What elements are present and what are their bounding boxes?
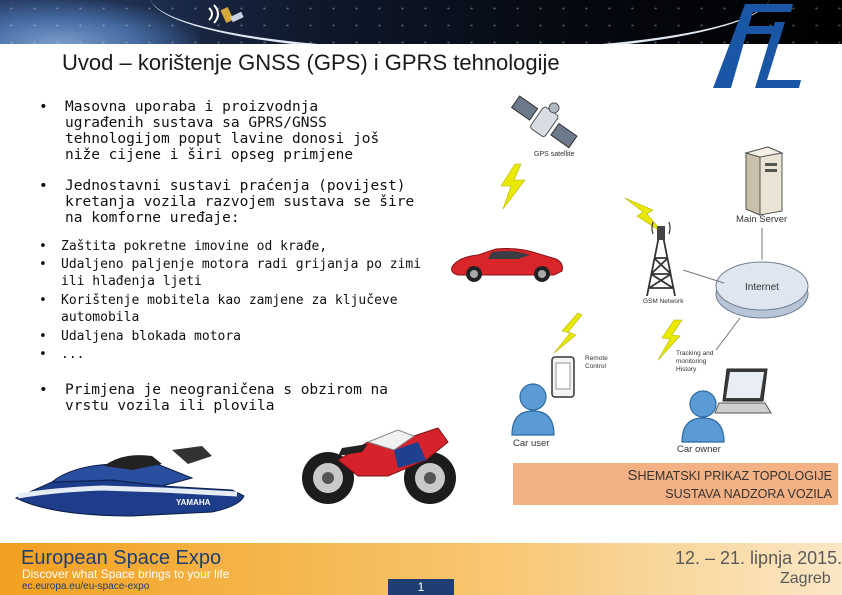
bullet-dot: •: [39, 178, 48, 194]
tracking-line: monitoring: [676, 358, 707, 365]
tracking-history-label: [676, 350, 713, 374]
sports-car-image: [448, 245, 568, 285]
footer-url: ec.europa.eu/eu-space-expo: [22, 581, 150, 592]
bullet-line: kretanja vozila razvojem sustava se šire: [65, 194, 415, 210]
car-owner-label: Car owner: [677, 444, 721, 455]
gsm-network-label: GSM Network: [643, 298, 684, 305]
footer-expo-title: European Space Expo: [21, 547, 222, 569]
slide-title: Uvod – korištenje GNSS (GPS) i GPRS tehnologije: [62, 50, 560, 75]
sub-bullet-line: Korištenje mobitela kao zamjene za ključeve: [61, 293, 398, 308]
tracking-line: History: [676, 366, 697, 373]
sub-bullet-line: ...: [61, 347, 85, 362]
car-user-label: Car user: [513, 438, 550, 449]
remote-control-line: Control: [585, 363, 606, 370]
bullet-dot: •: [39, 257, 47, 272]
bullet-line: ugrađenih sustava sa GPRS/GNSS: [65, 115, 327, 131]
bullet-dot: •: [39, 293, 47, 308]
sub-bullet-line: Udaljeno paljenje motora radi grijanja po zimi: [61, 257, 422, 272]
gps-satellite-label: GPS satellite: [534, 151, 575, 158]
footer-city: Zagreb: [780, 570, 831, 587]
bullet-line: tehnologijom poput lavine donosi još: [65, 131, 380, 147]
sub-bullet-line: ili hlađenja ljeti: [61, 273, 202, 289]
jet-ski-image: [12, 430, 252, 525]
footer-dates: 12. – 21. lipnja 2015.: [675, 548, 842, 568]
bullet-dot: •: [39, 99, 48, 115]
bullet-line: vrstu vozila ili plovila: [65, 398, 275, 414]
sub-bullet-line: Zaštita pokretne imovine od krađe,: [61, 239, 328, 254]
sub-bullet-line: automobila: [61, 309, 140, 325]
bullet-line: niže cijene i širi opseg primjene: [65, 147, 354, 163]
internet-label: Internet: [745, 282, 779, 293]
footer-tagline: Discover what Space brings to your life: [22, 567, 230, 581]
page-number: 1: [388, 579, 454, 595]
caption-line-1: HEMATSKI PRIKAZ TOPOLOGIJE: [637, 469, 832, 483]
caption-first-letter: S: [627, 467, 638, 484]
main-server-label: Main Server: [736, 214, 788, 225]
bullet-line: Primjena je neograničena s obzirom na: [65, 382, 389, 398]
bullet-dot: •: [39, 329, 47, 344]
bullet-dot: •: [39, 347, 47, 362]
car-user-person-icon: [510, 381, 556, 437]
bullet-dot: •: [39, 239, 47, 254]
caption-line-2: SUSTAVA NADZORA VOZILA: [665, 487, 832, 501]
remote-control-line: Remote: [585, 355, 608, 362]
motorcycle-image: [298, 420, 463, 510]
link-tower-internet: [683, 270, 724, 283]
remote-control-label: [585, 355, 608, 371]
bullet-line: Masovna uporaba i proizvodnja: [65, 99, 319, 115]
bullet-line: na komforne uređaje:: [65, 210, 240, 226]
bullet-dot: •: [39, 382, 48, 398]
diagram-caption: [513, 463, 838, 505]
link-internet-owner: [716, 318, 740, 350]
tracking-line: Tracking and: [676, 350, 714, 357]
jet-ski-brand: YAMAHA: [176, 498, 211, 507]
sub-bullet-line: Udaljena blokada motora: [61, 329, 242, 344]
bullet-line: Jednostavni sustavi praćenja (povijest): [65, 178, 406, 194]
car-owner-person-icon: [680, 388, 726, 444]
